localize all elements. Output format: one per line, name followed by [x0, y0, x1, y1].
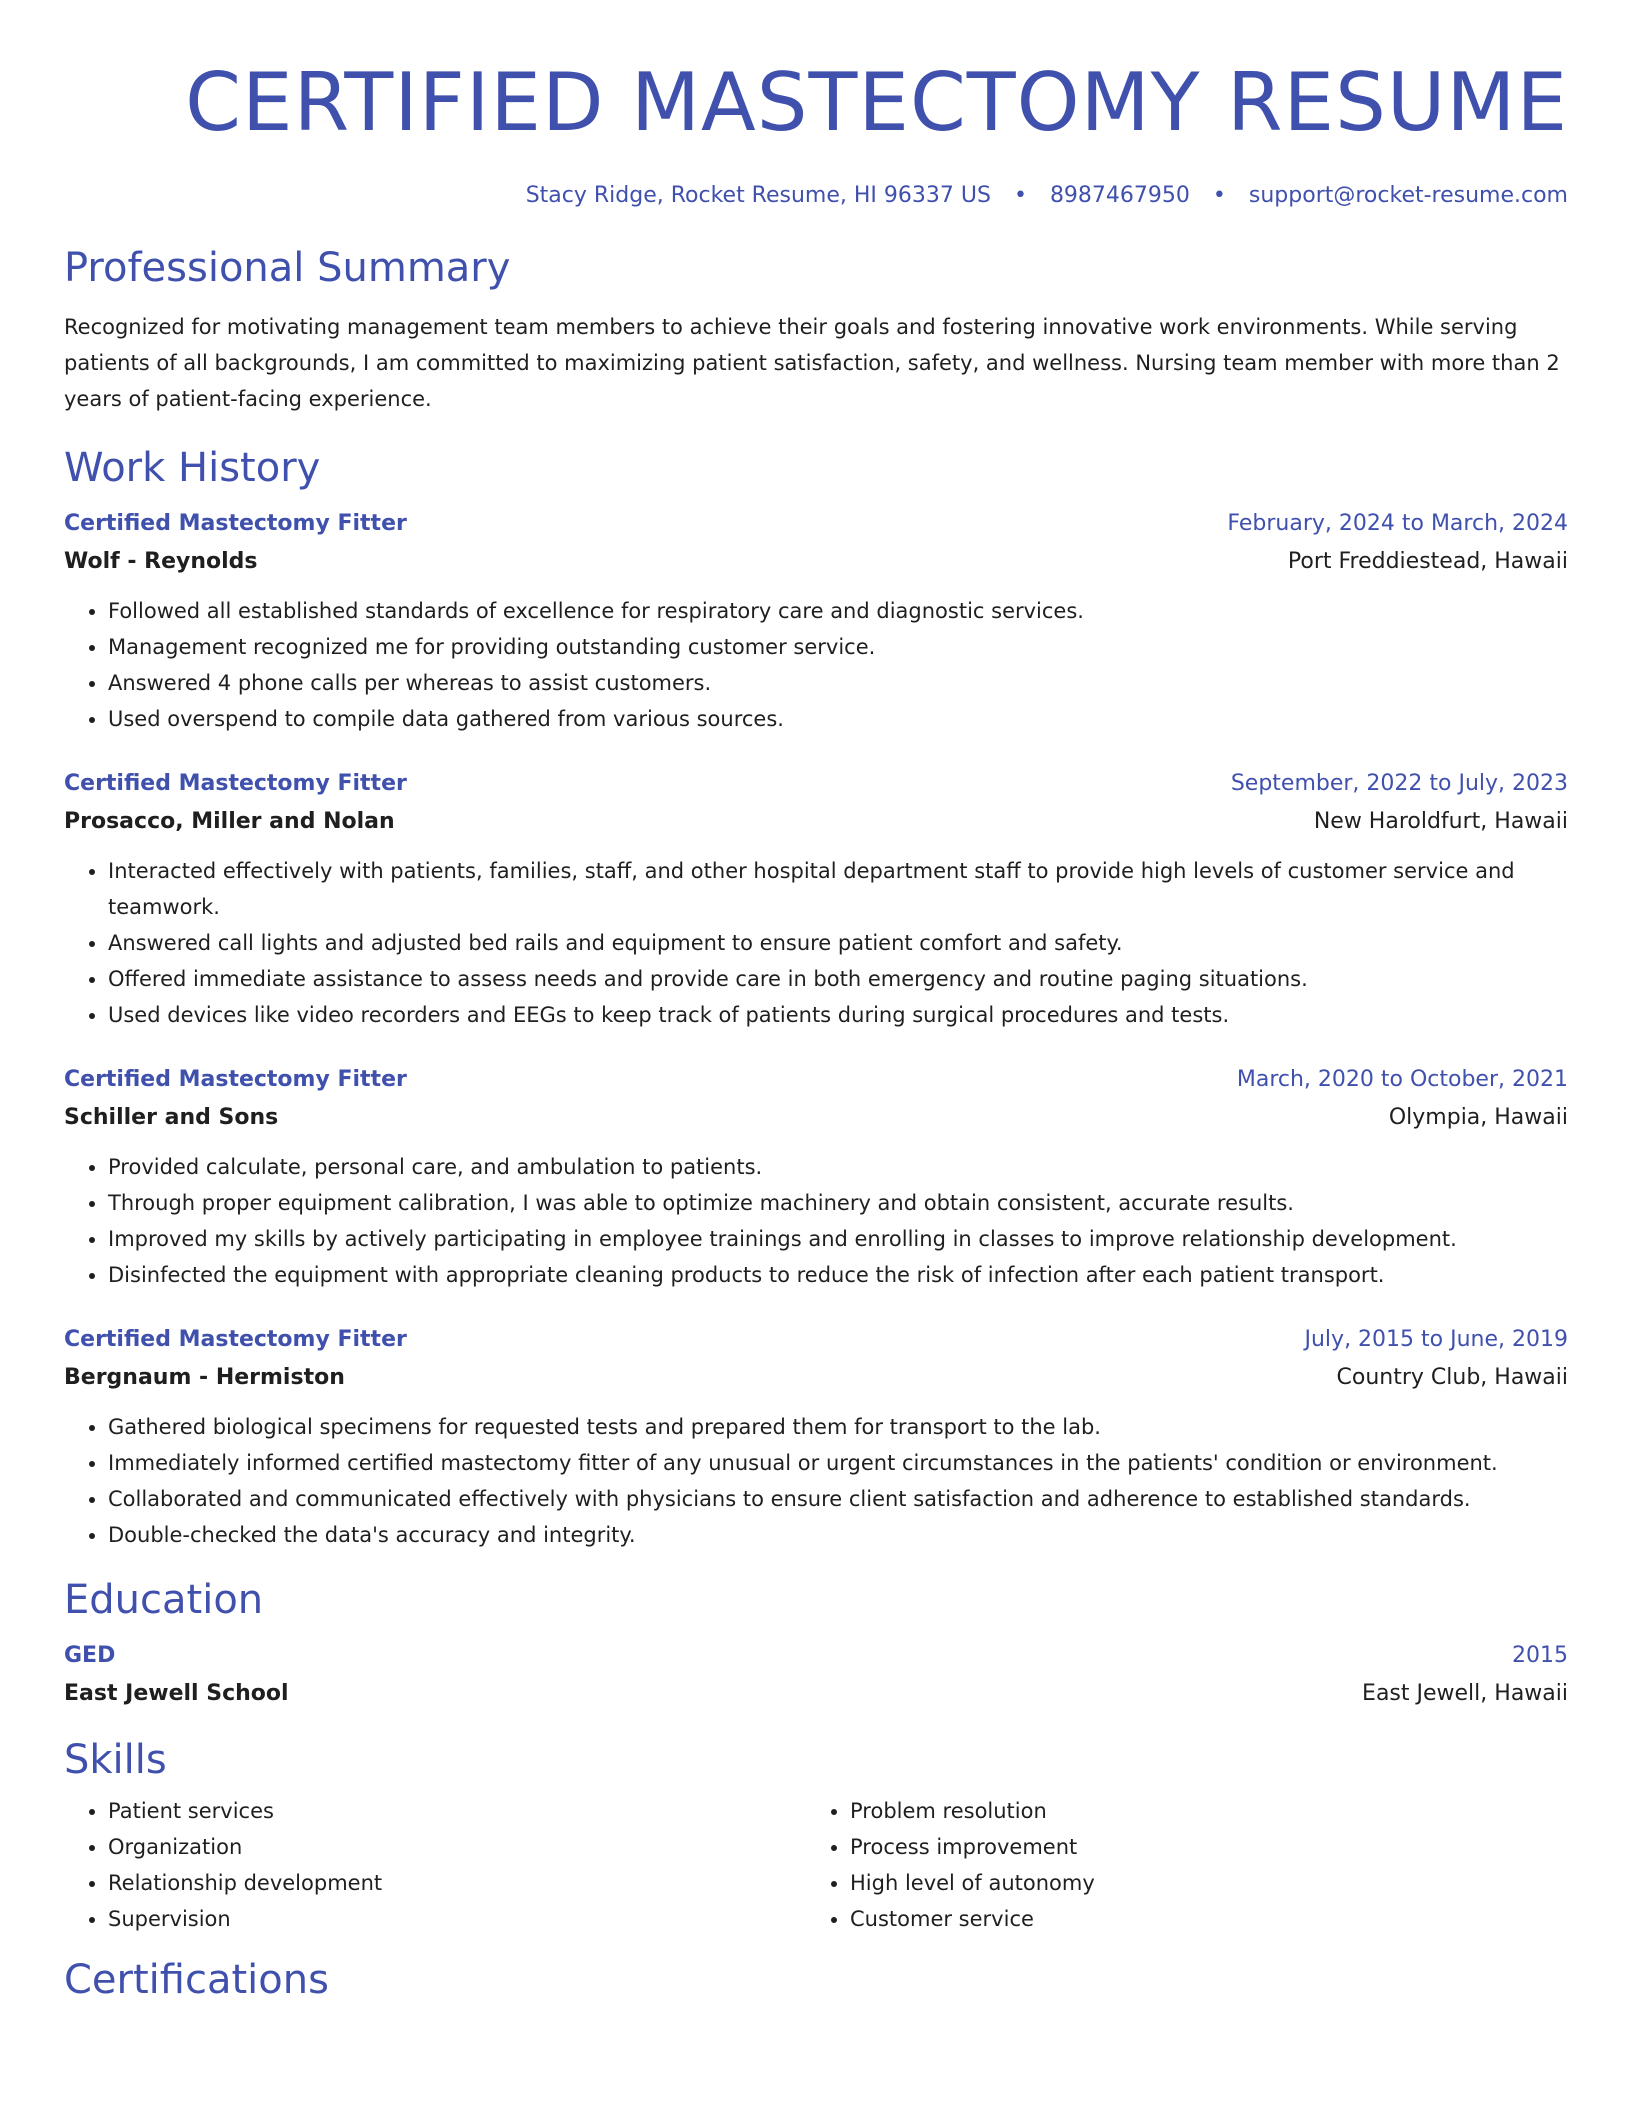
job-location: New Haroldfurt, Hawaii — [1313, 809, 1568, 834]
job-bullet: • Provided calculate, personal care, and ambulation to patients. — [108, 1149, 1568, 1185]
job-bullet: • Used devices like video recorders and EEGs to keep track of patients during surgical procedures and tests. — [108, 997, 1568, 1033]
skill-item: • Problem resolution — [850, 1793, 1548, 1829]
job-employer: Prosacco, Miller and Nolan — [64, 809, 395, 834]
job-location: Country Club, Hawaii — [1336, 1365, 1568, 1390]
job-bullet: • Immediately informed certified mastectomy fitter of any unusual or urgent circumstances in the patients' condition or environment. — [108, 1445, 1568, 1481]
job-bullet: • Disinfected the equipment with appropriate cleaning products to reduce the risk of infection after each patient transport. — [108, 1257, 1568, 1293]
job-title: Certified Mastectomy Fitter — [64, 1067, 407, 1092]
job-bullet: • Answered 4 phone calls per whereas to assist customers. — [108, 665, 1568, 701]
education-year: 2015 — [1512, 1643, 1568, 1668]
job-dates: March, 2020 to October, 2021 — [1236, 1067, 1568, 1092]
job-employer: Bergnaum - Hermiston — [64, 1365, 345, 1390]
job-entry — [64, 1061, 1568, 1293]
skill-item: • Process improvement — [850, 1829, 1548, 1865]
job-location: Port Freddiestead, Hawaii — [1287, 549, 1568, 574]
skill-item: • Relationship development — [108, 1865, 806, 1901]
section-heading-certifications: Certifications — [64, 1957, 329, 2003]
job-dates: July, 2015 to June, 2019 — [1304, 1327, 1568, 1352]
skills-section — [64, 1735, 1568, 1937]
skill-item: • Organization — [108, 1829, 806, 1865]
job-employer: Wolf - Reynolds — [64, 549, 258, 574]
job-bullet: • Management recognized me for providing outstanding customer service. — [108, 629, 1568, 665]
job-bullet: • Collaborated and communicated effectively with physicians to ensure client satisfaction and adherence to established standards. — [108, 1481, 1568, 1517]
education-school: East Jewell School — [64, 1681, 289, 1706]
skill-item: • Customer service — [850, 1901, 1548, 1937]
resume-title: CERTIFIED MASTECTOMY RESUME — [185, 56, 1568, 149]
contact-address: Stacy Ridge, Rocket Resume, HI 96337 US — [525, 183, 991, 208]
work-history-section — [64, 443, 1568, 1553]
professional-summary-section — [64, 243, 1568, 417]
education-location: East Jewell, Hawaii — [1362, 1681, 1568, 1706]
job-title: Certified Mastectomy Fitter — [64, 511, 407, 536]
skill-item: • Supervision — [108, 1901, 806, 1937]
contact-line — [64, 181, 1568, 211]
certifications-section — [64, 1955, 1568, 2005]
contact-email: support@rocket-resume.com — [1248, 183, 1568, 208]
job-bullet: • Interacted effectively with patients, families, staff, and other hospital department staff to provide high levels of customer service and teamwork. — [108, 853, 1568, 925]
job-title: Certified Mastectomy Fitter — [64, 1327, 407, 1352]
job-entry — [64, 505, 1568, 737]
skills-column-right — [806, 1793, 1548, 1937]
job-bullet: • Offered immediate assistance to assess needs and provide care in both emergency and routine paging situations. — [108, 961, 1568, 997]
skill-item: • Patient services — [108, 1793, 806, 1829]
job-bullet: • Answered call lights and adjusted bed rails and equipment to ensure patient comfort and safety. — [108, 925, 1568, 961]
job-bullet: • Gathered biological specimens for requested tests and prepared them for transport to the lab. — [108, 1409, 1568, 1445]
section-heading-work: Work History — [64, 445, 321, 491]
education-degree: GED — [64, 1643, 116, 1668]
job-dates: February, 2024 to March, 2024 — [1227, 511, 1568, 536]
job-entry — [64, 765, 1568, 1033]
job-dates: September, 2022 to July, 2023 — [1230, 771, 1568, 796]
contact-phone: 8987467950 — [1049, 183, 1190, 208]
section-heading-education: Education — [64, 1577, 264, 1623]
job-bullet: • Used overspend to compile data gathered from various sources. — [108, 701, 1568, 737]
job-bullet: • Through proper equipment calibration, I was able to optimize machinery and obtain consistent, accurate results. — [108, 1185, 1568, 1221]
job-employer: Schiller and Sons — [64, 1105, 279, 1130]
education-section — [64, 1575, 1568, 1713]
job-bullets — [64, 853, 1568, 1033]
job-entry — [64, 1321, 1568, 1553]
job-bullet: • Double-checked the data's accuracy and integrity. — [108, 1517, 1568, 1553]
summary-text: Recognized for motivating management team members to achieve their goals and fostering innovative work environments. While serving patients of all backgrounds, I am committed to maximizing patient satisfaction, safety, and wellness. Nursing team member with more than 2 years of patient-facing experience. — [64, 315, 1560, 411]
section-heading-skills: Skills — [64, 1737, 167, 1783]
job-title: Certified Mastectomy Fitter — [64, 771, 407, 796]
job-bullets — [64, 1409, 1568, 1553]
skills-column-left — [64, 1793, 806, 1937]
skills-grid — [64, 1793, 1568, 1937]
job-bullets — [64, 593, 1568, 737]
contact-separator: • — [1013, 183, 1027, 208]
skill-item: • High level of autonomy — [850, 1865, 1548, 1901]
job-bullet: • Improved my skills by actively participating in employee trainings and enrolling in classes to improve relationship development. — [108, 1221, 1568, 1257]
job-bullet: • Followed all established standards of excellence for respiratory care and diagnostic services. — [108, 593, 1568, 629]
job-location: Olympia, Hawaii — [1388, 1105, 1568, 1130]
contact-separator: • — [1212, 183, 1226, 208]
section-heading-summary: Professional Summary — [64, 245, 511, 291]
job-bullets — [64, 1149, 1568, 1293]
